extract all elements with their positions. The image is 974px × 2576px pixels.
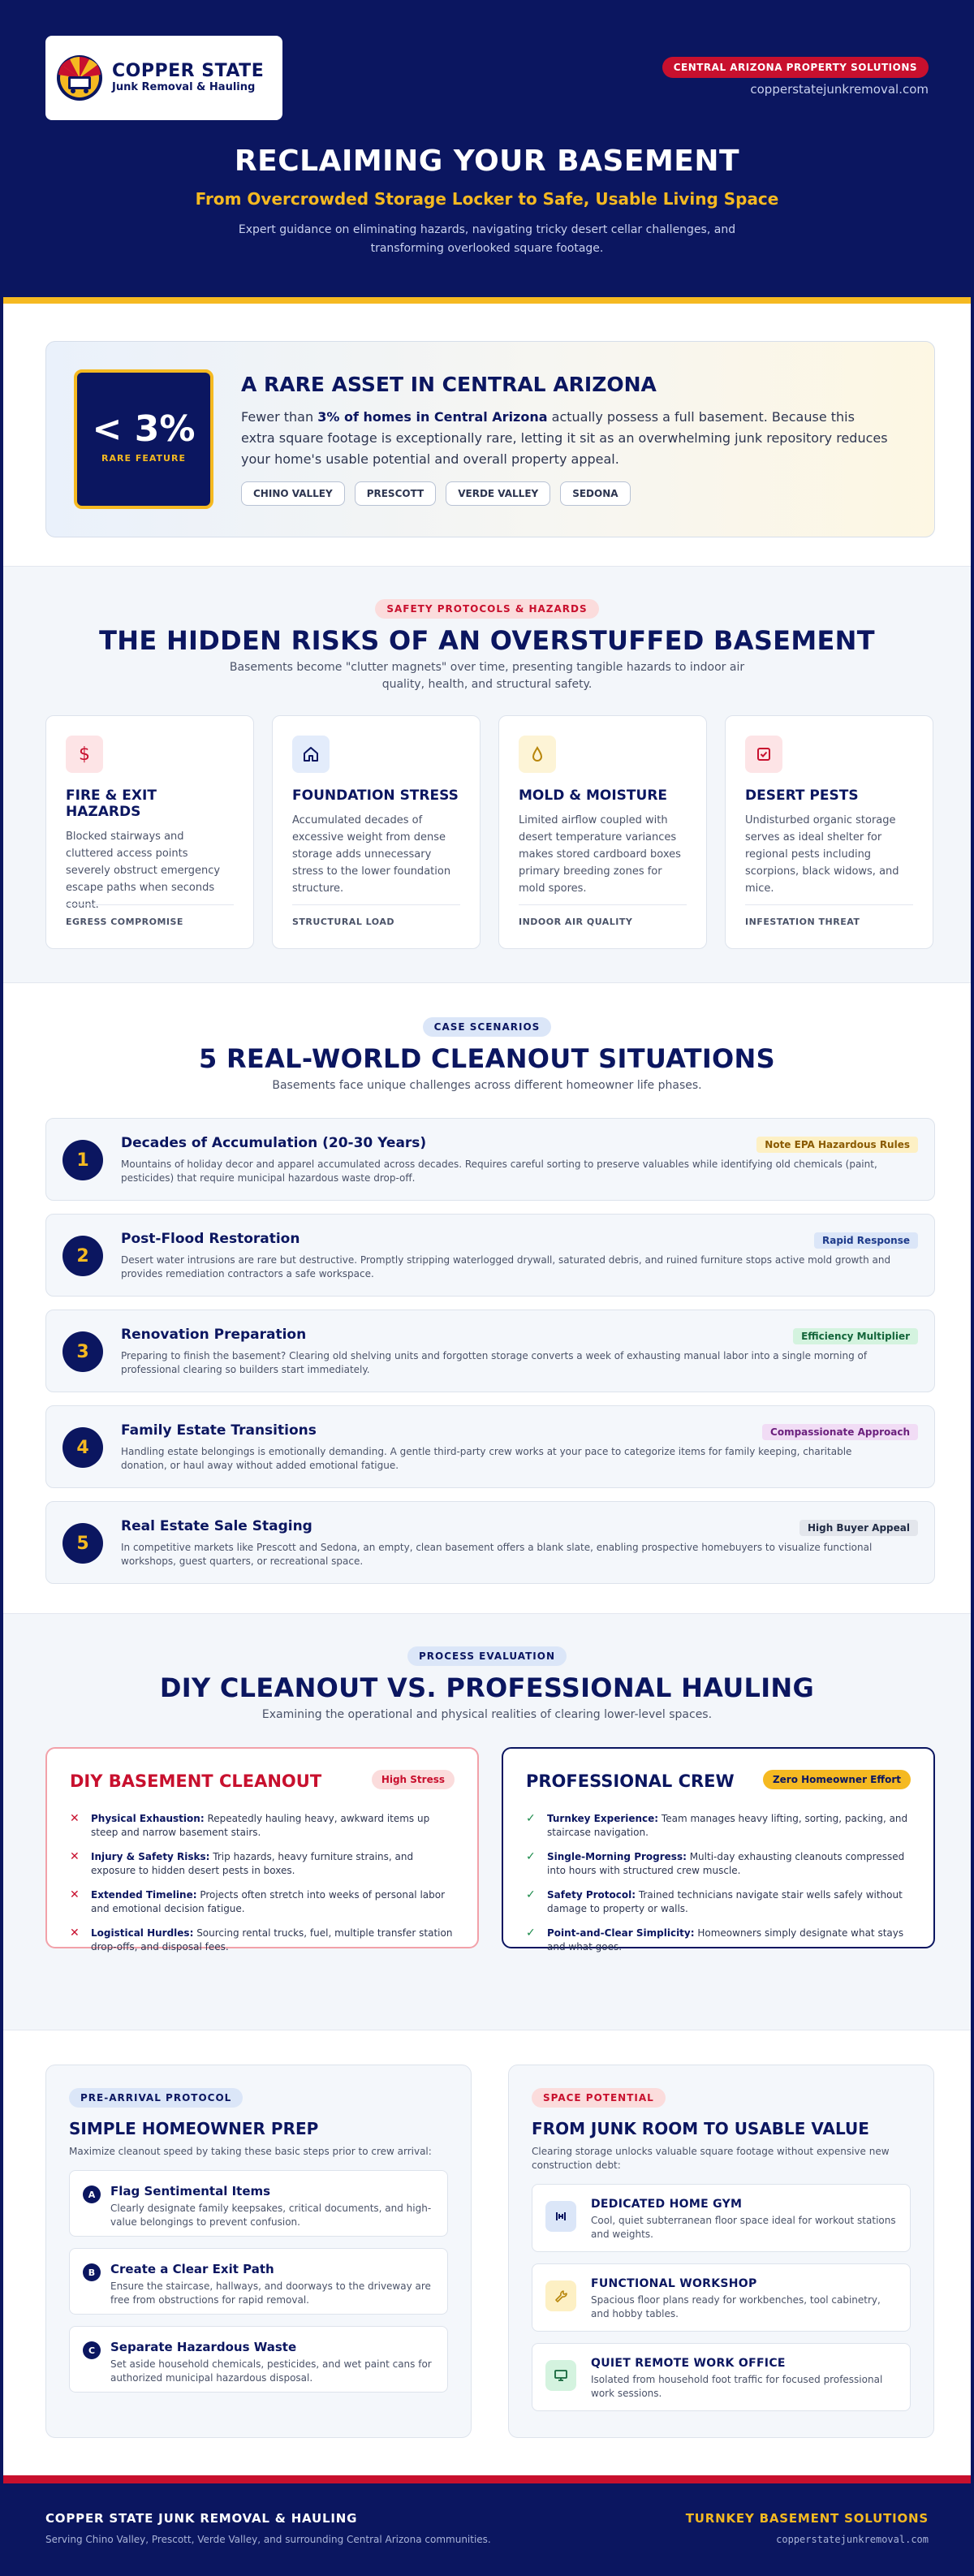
scenario-badge: High Buyer Appeal [799,1520,918,1536]
scenario-number: 1 [62,1140,103,1180]
scenario-number: 2 [62,1236,103,1276]
scenario-card [45,1405,935,1488]
risk-text: Blocked stairways and cluttered access points severely obstruct emergency escape paths when seconds count. [66,831,221,911]
value-title: FUNCTIONAL WORKSHOP [591,2277,757,2290]
risk-cards [45,715,933,949]
scenario-card [45,1501,935,1584]
rare-asset-section [3,304,971,567]
panel-title: FROM JUNK ROOM TO USABLE VALUE [532,2119,869,2138]
asset-text-highlight: 3% of homes in Central Arizona [317,409,548,425]
dollar-icon: $ [66,736,103,773]
prep-step [69,2170,448,2237]
red-divider [3,2475,971,2483]
company-logo[interactable] [45,36,282,120]
diy-item: ✕ Logistical Hurdles: Sourcing rental trucks, fuel, multiple transfer station drop-offs, and disposal fees. [70,1927,453,1952]
logo-title: COPPER STATE [112,61,265,81]
scenario-title: Real Estate Sale Staging [121,1518,312,1534]
region-badge: CENTRAL ARIZONA PROPERTY SOLUTIONS [662,57,929,78]
scenario-number: 5 [62,1523,103,1564]
step-text: Ensure the staircase, hallways, and doorways to the driveway are free from obstructions for rapid removal. [110,2280,431,2306]
pro-item: ✓ Safety Protocol: Trained technicians navigate stair wells safely without damage to property or walls. [526,1888,903,1914]
cross-icon: ✕ [70,1888,80,1901]
asset-title: A RARE ASSET IN CENTRAL ARIZONA [241,373,657,396]
section-title: THE HIDDEN RISKS OF AN OVERSTUFFED BASEMENT [99,625,875,656]
section-subtitle: Examining the operational and physical realities of clearing lower-level spaces. [261,1708,713,1721]
monitor-icon [545,2360,576,2391]
cross-icon: ✕ [70,1927,80,1940]
website-link[interactable]: copperstatejunkremoval.com [750,82,929,97]
rare-asset-card [45,341,935,537]
pro-list [526,1812,911,1954]
location-chip[interactable]: CHINO VALLEY [241,481,345,506]
stat-value: < 3% [92,408,196,450]
checkbox-icon [745,736,782,773]
value-item [532,2263,911,2332]
section-subtitle: Basements become "clutter magnets" over time, presenting tangible hazards to indoor air quality, health, and structural safety. [229,661,745,691]
step-title: Create a Clear Exit Path [110,2262,274,2276]
value-title: QUIET REMOTE WORK OFFICE [591,2357,786,2370]
risk-card [498,715,707,949]
scenario-badge: Note EPA Hazardous Rules [756,1137,918,1153]
diy-card [45,1747,479,1952]
risk-card [725,715,933,949]
pro-badge: Zero Homeowner Effort [763,1770,911,1789]
risk-footer: INDOOR AIR QUALITY [519,904,687,927]
scenarios-section [3,983,971,1614]
scenario-text: In competitive markets like Prescott and Sedona, an empty, clean basement offers a blank slate, enabling prospective homebuyers to visualize functional workshops, guest quarters, or recreational space. [121,1542,873,1567]
scenario-text: Desert water intrusions are rare but destructive. Promptly stripping waterlogged drywall, saturated debris, and ruined furniture stops active mold growth and provides remediation contractors a safe workspace. [121,1254,891,1279]
scenario-title: Family Estate Transitions [121,1422,317,1439]
risk-footer: STRUCTURAL LOAD [292,904,460,927]
scenario-title: Decades of Accumulation (20-30 Years) [121,1135,427,1151]
risk-footer: INFESTATION THREAT [745,904,913,927]
risk-title: DESERT PESTS [745,787,859,804]
scenario-text: Preparing to finish the basement? Clearing old shelving units and forgotten storage converts a week of exhausting manual labor into a single morning of professional clearing so builders start immediately. [121,1350,868,1375]
check-icon: ✓ [526,1927,536,1940]
step-title: Flag Sentimental Items [110,2184,271,2198]
scenario-number: 3 [62,1331,103,1372]
panel-title: SIMPLE HOMEOWNER PREP [69,2119,319,2138]
logo-subtitle: Junk Removal & Hauling [112,81,256,93]
step-letter: C [83,2341,101,2359]
location-chip[interactable]: SEDONA [560,481,630,506]
asset-text: Fewer than 3% of homes in Central Arizona actually possess a full basement. Because this extra square footage is exceptionally rare, letting it sit as an overwhelming junk repository reduces your home's usable potential and overall property appeal. [241,409,888,467]
value-text: Spacious floor plans ready for workbenches, tool cabinetry, and hobby tables. [591,2294,881,2319]
comparison-section [3,1614,971,2030]
scenario-card [45,1214,935,1297]
prep-step [69,2248,448,2315]
scenario-title: Post-Flood Restoration [121,1231,300,1247]
value-text: Cool, quiet subterranean floor space ideal for workout stations and weights. [591,2215,896,2240]
value-text: Isolated from household foot traffic for focused professional work sessions. [591,2374,883,2399]
risk-text: Accumulated decades of excessive weight from dense storage adds unnecessary stress to the lower foundation structure. [292,814,451,895]
page-header [3,0,971,297]
diy-title: DIY BASEMENT CLEANOUT [70,1771,322,1791]
page-title: RECLAIMING YOUR BASEMENT [234,145,740,178]
value-item [532,2343,911,2411]
section-subtitle: Basements face unique challenges across different homeowner life phases. [272,1079,702,1092]
cross-icon: ✕ [70,1812,80,1825]
scenario-badge: Rapid Response [814,1232,918,1249]
prep-step [69,2326,448,2393]
risk-title: MOLD & MOISTURE [519,787,668,804]
risk-card [45,715,254,949]
step-letter: B [83,2263,101,2281]
stat-box [74,369,213,509]
page-description: Expert guidance on eliminating hazards, navigating tricky desert cellar challenges, and transforming overlooked square footage. [238,223,736,255]
diy-item: ✕ Physical Exhaustion: Repeatedly hauling heavy, awkward items up steep and narrow basement stairs. [70,1812,430,1838]
panel-pill: SPACE POTENTIAL [532,2088,666,2108]
value-title: DEDICATED HOME GYM [591,2198,743,2211]
dumbbell-icon [545,2201,576,2232]
risk-title: FOUNDATION STRESS [292,787,459,804]
scenario-badge: Compassionate Approach [762,1424,918,1440]
scenario-badge: Efficiency Multiplier [793,1328,918,1344]
footer-company-name: COPPER STATE JUNK REMOVAL & HAULING [45,2511,358,2526]
risk-text: Limited airflow coupled with desert temperature variances makes stored cardboard boxes primary breeding zones for mold spores. [519,814,681,895]
check-icon: ✓ [526,1850,536,1863]
step-text: Clearly designate family keepsakes, critical documents, and high-value belongings to prevent confusion. [110,2203,432,2228]
wrench-icon [545,2280,576,2311]
check-icon: ✓ [526,1812,536,1825]
gold-divider [3,297,971,304]
pro-item: ✓ Turnkey Experience: Team manages heavy lifting, sorting, packing, and staircase navigation. [526,1812,908,1838]
step-letter: A [83,2186,101,2203]
homeowner-prep-panel [45,2065,472,2438]
section-title: 5 REAL-WORLD CLEANOUT SITUATIONS [198,1043,775,1074]
scenario-card [45,1310,935,1392]
pro-title: PROFESSIONAL CREW [526,1771,735,1791]
value-item [532,2184,911,2252]
scenario-number: 4 [62,1427,103,1468]
check-icon: ✓ [526,1888,536,1901]
prep-and-value-section [3,2030,971,2475]
copper-state-seal-icon [55,54,104,102]
section-title: DIY CLEANOUT VS. PROFESSIONAL HAULING [159,1672,815,1703]
pro-item: ✓ Single-Morning Progress: Multi-day exhausting cleanouts compressed into hours with structured crew muscle. [526,1850,905,1876]
diy-item: ✕ Extended Timeline: Projects often stretch into weeks of personal labor and emotional decision fatigue. [70,1888,446,1914]
footer-website-link[interactable]: copperstatejunkremoval.com [776,2534,929,2545]
section-pill: CASE SCENARIOS [423,1017,552,1037]
diy-item: ✕ Injury & Safety Risks: Trip hazards, heavy furniture strains, and exposure to hidden desert pests in boxes. [70,1850,414,1876]
space-potential-panel [508,2065,934,2438]
location-chips [241,481,631,506]
scenario-title: Renovation Preparation [121,1327,307,1343]
risk-text: Undisturbed organic storage serves as ideal shelter for regional pests including scorpions, black widows, and mice. [745,814,899,895]
cross-icon: ✕ [70,1850,80,1863]
diy-badge: High Stress [372,1770,455,1789]
footer-tagline: TURNKEY BASEMENT SOLUTIONS [685,2511,929,2526]
risks-section [3,567,971,983]
stat-label: RARE FEATURE [101,453,186,464]
risk-card [272,715,481,949]
house-icon [292,736,330,773]
scenario-text: Mountains of holiday decor and apparel accumulated across decades. Requires careful sorting to preserve valuables while identifying old chemicals (paint, pesticides) that require municipal hazardous waste drop-off. [121,1159,877,1184]
pro-item: ✓ Point-and-Clear Simplicity: Homeowners simply designate what stays and what goes. [526,1927,904,1952]
footer-service-area: Serving Chino Valley, Prescott, Verde Valley, and surrounding Central Arizona communities. [45,2534,491,2545]
step-text: Set aside household chemicals, pesticides, and wet paint cans for authorized municipal hazardous disposal. [110,2358,432,2384]
diy-list [70,1812,455,1954]
location-chip[interactable]: PRESCOTT [355,481,437,506]
scenario-card [45,1118,935,1201]
droplet-icon [519,736,556,773]
page-footer [3,2483,971,2576]
scenario-text: Handling estate belongings is emotionally demanding. A gentle third-party crew works at your pace to categorize items for family keeping, charitable donation, or haul away without added emotional fatigue. [121,1446,852,1471]
section-pill: SAFETY PROTOCOLS & HAZARDS [375,599,598,619]
page-subtitle: From Overcrowded Storage Locker to Safe, Usable Living Space [195,189,779,209]
risk-title: FIRE & EXIT HAZARDS [66,787,157,820]
panel-subtitle: Clearing storage unlocks valuable square footage without expensive new construction debt: [532,2146,890,2171]
panel-subtitle: Maximize cleanout speed by taking these basic steps prior to crew arrival: [69,2146,432,2157]
panel-pill: PRE-ARRIVAL PROTOCOL [69,2088,243,2108]
section-pill: PROCESS EVALUATION [407,1646,567,1666]
pro-card [502,1747,935,1952]
risk-footer: EGRESS COMPROMISE [66,904,234,927]
step-title: Separate Hazardous Waste [110,2340,297,2354]
location-chip[interactable]: VERDE VALLEY [446,481,550,506]
